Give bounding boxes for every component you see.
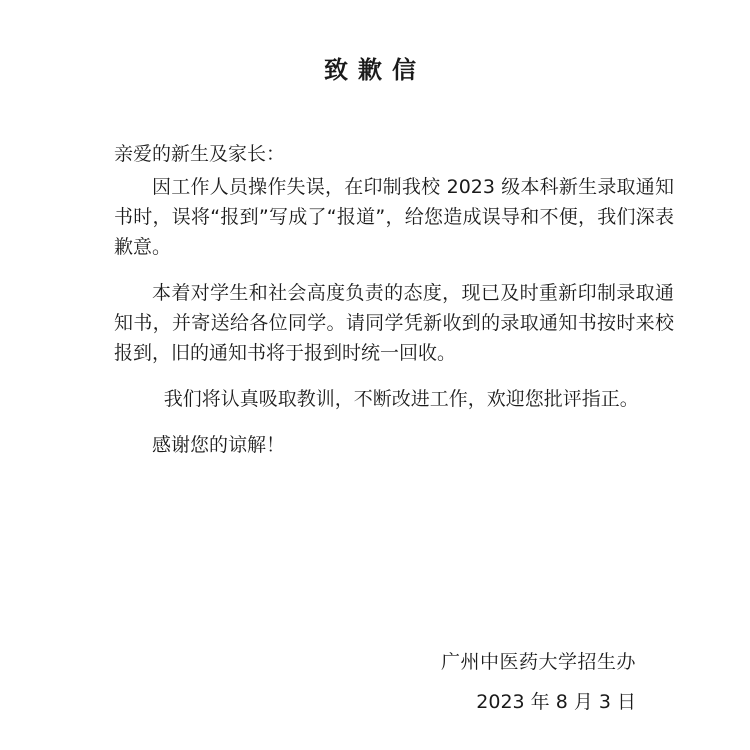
letter-thanks: 感谢您的谅解！ (152, 434, 286, 456)
letter-paragraph: 本着对学生和社会高度负责的态度，现已及时重新印制录取通知书，并寄送给各位同学。请同学凭新收到的录取通知书按时来校报到，旧的通知书将于报到时统一回收。 (114, 282, 674, 364)
letter-paragraph: 我们将认真吸取教训，不断改进工作，欢迎您批评指正。 (157, 388, 639, 410)
letter-salutation: 亲爱的新生及家长： (114, 143, 286, 165)
letter-signature (316, 644, 636, 720)
letter-paragraph: 因工作人员操作失误，在印制我校 2023 级本科新生录取通知书时，误将“报到”写成了“报道”，给您造成误导和不便，我们深表歉意。 (114, 176, 674, 258)
signature-organization: 广州中医药大学招生办 (440, 651, 636, 673)
signature-date: 2023 年 8 月 3 日 (476, 691, 636, 713)
letter-title: 致歉信 (324, 56, 426, 84)
letter-body (114, 172, 674, 460)
